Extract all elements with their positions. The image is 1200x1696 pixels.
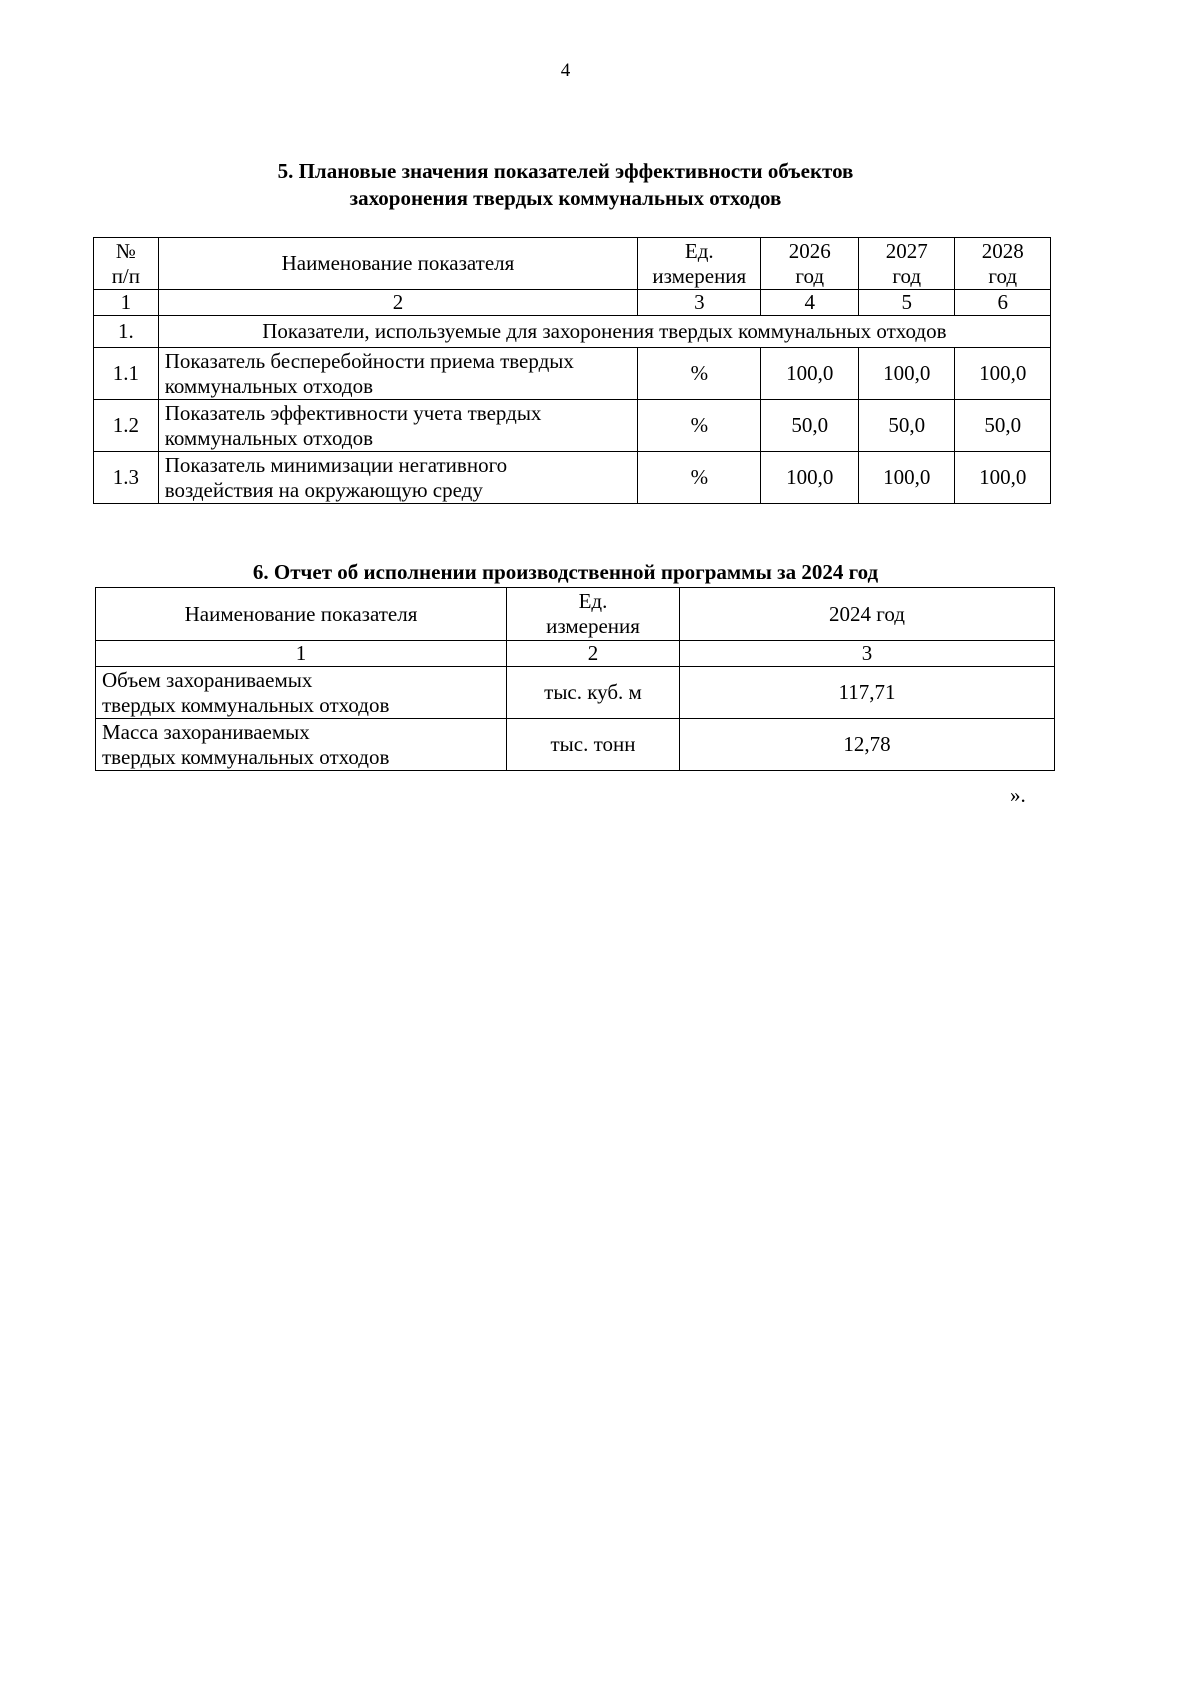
row-unit-cell: % bbox=[638, 348, 761, 400]
row-name-line2: коммунальных отходов bbox=[164, 373, 373, 398]
column-number-cell: 1 bbox=[96, 641, 507, 667]
column-number-cell: 3 bbox=[680, 641, 1055, 667]
row-value-cell: 12,78 bbox=[680, 719, 1055, 771]
header-year-2027-suffix: год bbox=[892, 263, 922, 288]
row-unit-cell: тыс. тонн bbox=[507, 719, 680, 771]
row-num-cell: 1.1 bbox=[94, 348, 159, 400]
row-name-cell bbox=[158, 400, 638, 452]
row-unit-cell: % bbox=[638, 452, 761, 504]
table-header-row bbox=[94, 238, 1051, 290]
table-row bbox=[96, 667, 1055, 719]
header-year-2027-cell bbox=[858, 238, 955, 290]
header-year-2026: 2026 bbox=[788, 238, 831, 263]
row-value-2026-cell: 100,0 bbox=[761, 452, 859, 504]
column-number-row bbox=[96, 641, 1055, 667]
table-row bbox=[94, 452, 1051, 504]
row-value-2026-cell: 100,0 bbox=[761, 348, 859, 400]
row-name-cell bbox=[96, 667, 507, 719]
row-value-cell: 117,71 bbox=[680, 667, 1055, 719]
row-value-2027-cell: 50,0 bbox=[858, 400, 955, 452]
row-name-line1: Показатель бесперебойности приема твердых bbox=[164, 348, 574, 373]
column-number-cell: 6 bbox=[955, 290, 1051, 316]
row-name-line1: Показатель эффективности учета твердых bbox=[164, 400, 542, 425]
row-value-2028-cell: 100,0 bbox=[955, 452, 1051, 504]
group-label-cell: Показатели, используемые для захоронения твердых коммунальных отходов bbox=[158, 316, 1050, 348]
column-number-cell: 1 bbox=[94, 290, 159, 316]
header-num-line1: № bbox=[115, 238, 136, 263]
row-value-2027-cell: 100,0 bbox=[858, 452, 955, 504]
row-value-2028-cell: 50,0 bbox=[955, 400, 1051, 452]
header-year-2026-cell bbox=[761, 238, 859, 290]
group-num-cell: 1. bbox=[94, 316, 159, 348]
row-name-line1: Показатель минимизации негативного bbox=[164, 452, 508, 477]
row-value-2027-cell: 100,0 bbox=[858, 348, 955, 400]
closing-quote: ». bbox=[1010, 783, 1026, 807]
section-5-title bbox=[0, 158, 1131, 212]
row-name-line2: твердых коммунальных отходов bbox=[102, 744, 390, 769]
header-unit-line2: измерения bbox=[546, 614, 640, 638]
group-row bbox=[94, 316, 1051, 348]
column-number-cell: 3 bbox=[638, 290, 761, 316]
section-6-title: 6. Отчет об исполнении производственной программы за 2024 год bbox=[252, 560, 879, 584]
section-5-title-line1: 5. Плановые значения показателей эффективности объектов bbox=[277, 159, 854, 183]
row-name-cell bbox=[158, 452, 638, 504]
header-year-2028-suffix: год bbox=[988, 263, 1018, 288]
header-year-2028: 2028 bbox=[981, 238, 1024, 263]
column-number-cell: 4 bbox=[761, 290, 859, 316]
page-number: 4 bbox=[560, 60, 571, 81]
header-year-2028-cell bbox=[955, 238, 1051, 290]
row-name-line2: воздействия на окружающую среду bbox=[164, 477, 483, 502]
header-unit-line1: Ед. bbox=[578, 589, 608, 613]
table-row bbox=[96, 719, 1055, 771]
table-row bbox=[94, 348, 1051, 400]
header-year-2027: 2027 bbox=[885, 238, 928, 263]
header-unit-line1: Ед. bbox=[684, 238, 714, 263]
row-name-line2: твердых коммунальных отходов bbox=[102, 692, 390, 717]
section-5-table bbox=[93, 237, 1051, 504]
row-name-line1: Объем захораниваемых bbox=[102, 667, 313, 692]
table-header-row bbox=[96, 588, 1055, 641]
header-name-cell: Наименование показателя bbox=[158, 238, 638, 290]
row-unit-cell: % bbox=[638, 400, 761, 452]
row-value-2026-cell: 50,0 bbox=[761, 400, 859, 452]
header-unit-line2: измерения bbox=[652, 263, 747, 288]
row-unit-cell: тыс. куб. м bbox=[507, 667, 680, 719]
header-unit-cell bbox=[507, 588, 680, 641]
column-number-row bbox=[94, 290, 1051, 316]
row-name-line2: коммунальных отходов bbox=[164, 425, 373, 450]
row-num-cell: 1.2 bbox=[94, 400, 159, 452]
header-num-cell bbox=[94, 238, 159, 290]
header-num-line2: п/п bbox=[111, 263, 140, 288]
header-name-cell: Наименование показателя bbox=[96, 588, 507, 641]
header-year-2026-suffix: год bbox=[795, 263, 825, 288]
header-unit-cell bbox=[638, 238, 761, 290]
column-number-cell: 2 bbox=[158, 290, 638, 316]
section-5-title-line2: захоронения твердых коммунальных отходов bbox=[349, 186, 782, 210]
section-6-table bbox=[95, 587, 1055, 771]
table-row bbox=[94, 400, 1051, 452]
row-num-cell: 1.3 bbox=[94, 452, 159, 504]
row-name-cell bbox=[158, 348, 638, 400]
column-number-cell: 5 bbox=[858, 290, 955, 316]
column-number-cell: 2 bbox=[507, 641, 680, 667]
row-name-cell bbox=[96, 719, 507, 771]
header-year-cell: 2024 год bbox=[680, 588, 1055, 641]
row-value-2028-cell: 100,0 bbox=[955, 348, 1051, 400]
row-name-line1: Масса захораниваемых bbox=[102, 719, 310, 744]
